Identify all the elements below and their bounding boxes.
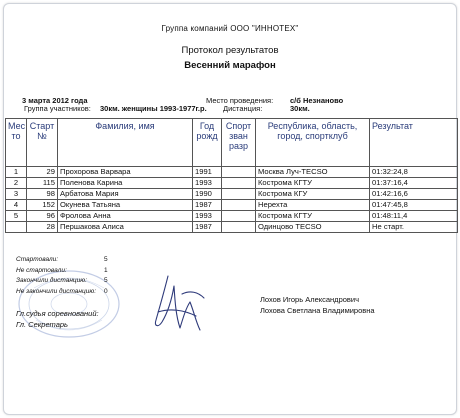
- cell-bib: 115: [27, 178, 58, 189]
- results-table: [5, 118, 458, 233]
- cell-club: Нерехта: [256, 200, 370, 211]
- cell-rank: [222, 211, 256, 222]
- organization-name: Группа компаний ООО "ИННОТЕХ": [161, 24, 299, 33]
- stat-finished: Закончили дистанцию: 5: [16, 277, 108, 284]
- table-row: [6, 211, 458, 222]
- cell-rank: [222, 200, 256, 211]
- cell-year: 1987: [193, 200, 222, 211]
- col-header-name: Фамилия, имя: [58, 119, 193, 167]
- cell-name: Прохорова Варвара: [58, 167, 193, 178]
- cell-result: 01:48:11,4: [370, 211, 458, 222]
- event-name: Весенний марафон: [184, 60, 276, 71]
- cell-name: Першакова Алиса: [58, 222, 193, 233]
- table-row: [6, 222, 458, 233]
- cell-name: Окунева Татьяна: [58, 200, 193, 211]
- event-date: 3 марта 2012 года: [22, 96, 88, 105]
- cell-rank: [222, 189, 256, 200]
- cell-club: Москва Луч-TECSO: [256, 167, 370, 178]
- cell-result: Не старт.: [370, 222, 458, 233]
- chief-secretary-label: Гл. Секретарь: [16, 320, 68, 329]
- cell-club: Кострома КГТУ: [256, 211, 370, 222]
- chief-judge-name: Лохов Игорь Александрович: [260, 295, 359, 304]
- cell-place: 4: [6, 200, 27, 211]
- cell-club: Одинцово TECSO: [256, 222, 370, 233]
- cell-name: Поленова Карина: [58, 178, 193, 189]
- cell-bib: 152: [27, 200, 58, 211]
- cell-club: Кострома КГУ: [256, 189, 370, 200]
- participants-value: 30км. женщины 1993-1977г.р.: [100, 104, 207, 113]
- cell-place: [6, 222, 27, 233]
- participants-label: Группа участников:: [24, 104, 91, 113]
- officials-names: [260, 295, 375, 317]
- cell-rank: [222, 167, 256, 178]
- stat-not-started: Не стартовали: 1: [16, 266, 108, 274]
- cell-bib: 29: [27, 167, 58, 178]
- cell-result: 01:47:45,8: [370, 200, 458, 211]
- signature-mark: [150, 272, 210, 334]
- venue-value: с/б Незнаново: [290, 96, 344, 105]
- table-row: [6, 167, 458, 178]
- col-header-club: Республика, область, город, спортклуб: [256, 119, 370, 167]
- distance-label: Дистанция:: [223, 104, 263, 113]
- cell-club: Кострома КГТУ: [256, 178, 370, 189]
- cell-name: Фролова Анна: [58, 211, 193, 222]
- cell-place: 3: [6, 189, 27, 200]
- distance-value: 30км.: [290, 104, 310, 113]
- start-statistics: [16, 256, 108, 298]
- table-row: [6, 178, 458, 189]
- cell-bib: 28: [27, 222, 58, 233]
- cell-year: 1991: [193, 167, 222, 178]
- cell-bib: 96: [27, 211, 58, 222]
- chief-judge-label: Гл.судья соревнований:: [16, 309, 99, 318]
- col-header-year: Год рожд: [193, 119, 222, 167]
- stat-not-finished: Не закончили дистанцию: 0: [16, 287, 108, 295]
- cell-name: Арбатова Мария: [58, 189, 193, 200]
- table-row: [6, 200, 458, 211]
- cell-rank: [222, 222, 256, 233]
- cell-result: 01:42:16,6: [370, 189, 458, 200]
- cell-place: 1: [6, 167, 27, 178]
- cell-place: 5: [6, 211, 27, 222]
- cell-year: 1987: [193, 222, 222, 233]
- col-header-place: Мес то: [6, 119, 27, 167]
- col-header-result: Результат: [370, 119, 458, 167]
- cell-year: 1993: [193, 211, 222, 222]
- table-header-row: [6, 119, 458, 167]
- officials-labels: [16, 309, 99, 331]
- stat-started: Стартовали: 5: [16, 256, 108, 263]
- cell-result: 01:37:16,4: [370, 178, 458, 189]
- col-header-bib: Старт №: [27, 119, 58, 167]
- cell-place: 2: [6, 178, 27, 189]
- cell-year: 1990: [193, 189, 222, 200]
- cell-year: 1993: [193, 178, 222, 189]
- chief-secretary-name: Лохова Светлана Владимировна: [260, 306, 375, 315]
- cell-bib: 98: [27, 189, 58, 200]
- cell-result: 01:32:24,8: [370, 167, 458, 178]
- document-title: Протокол результатов: [181, 45, 279, 56]
- col-header-rank: Спорт зван разр: [222, 119, 256, 167]
- venue-label: Место проведения:: [206, 96, 274, 105]
- cell-rank: [222, 178, 256, 189]
- table-row: [6, 189, 458, 200]
